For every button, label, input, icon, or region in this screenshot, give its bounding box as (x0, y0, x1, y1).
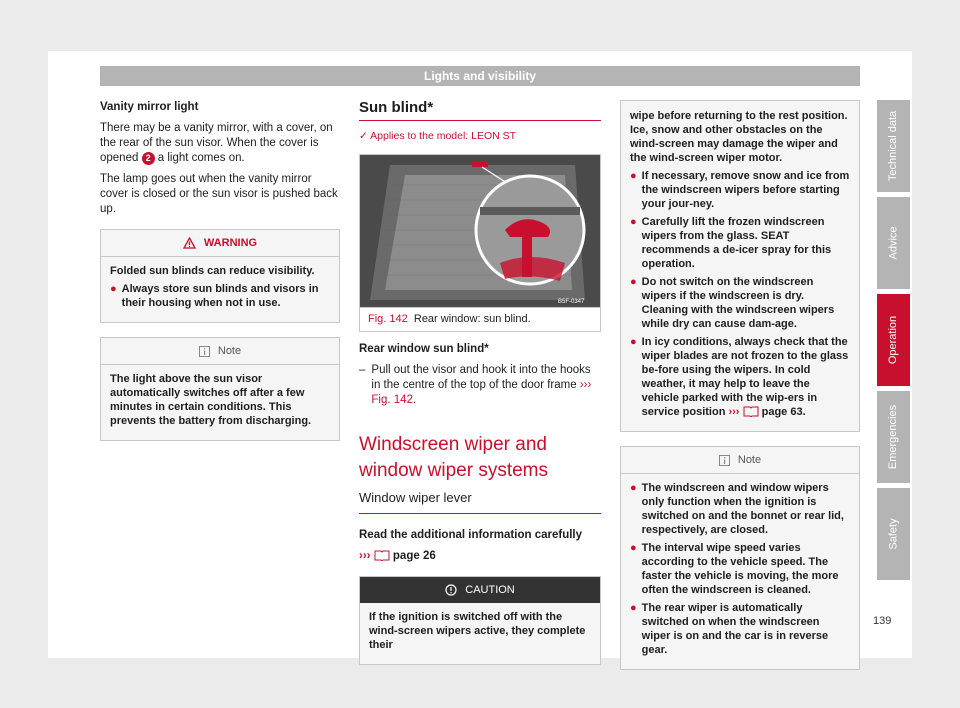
figure-code: B5F-0347 (558, 299, 585, 305)
vanity-mirror-paragraph (100, 121, 340, 166)
page-number: 139 (873, 615, 892, 627)
bullet-dot-icon: ● (630, 170, 637, 182)
caution-bullet (630, 275, 850, 331)
note-text: The light above the sun visor automatically switches off after a few minutes in certain conditions. This prevents the battery from discharging. (110, 373, 312, 427)
fig-arrow-icon: ››› (579, 379, 592, 391)
caution-header (360, 577, 600, 603)
bullet-dot-icon: ● (110, 283, 117, 295)
para1-text-a: There may be a vanity mirror, with a cover, on the rear of the sun visor. When the cover is opened (100, 122, 333, 164)
caution-text: If the ignition is switched off with the wind-screen wipers active, they complete their (369, 611, 586, 651)
note-header (101, 338, 339, 365)
fig-ref-link[interactable]: Fig. 142 (371, 394, 413, 406)
column-left (100, 100, 340, 441)
caution-bullet-text: Do not switch on the windscreen wipers if the windscreen is dry. Cleaning with the windscreen wipers while dry can cause dam-age. (641, 276, 835, 330)
note-bullet (630, 541, 850, 597)
book-icon (743, 405, 759, 417)
read-more-ref[interactable] (359, 549, 601, 564)
instruction-text: Pull out the visor and hook it into the hooks in the centre of the top of the door frame ››› Fig. 142. (371, 364, 592, 406)
figure-caption-text: Rear window: sun blind. (413, 313, 531, 325)
wiper-section-title: Windscreen wiper and window wiper systems (359, 434, 548, 481)
caution-bullet-text: If necessary, remove snow and ice from the windscreen wipers before starting your jour-ney. (641, 170, 850, 210)
dash-icon: – (359, 364, 366, 376)
warning-label: WARNING (203, 237, 258, 249)
read-more-page: page 26 (392, 550, 436, 562)
caution-bullet-text: Carefully lift the frozen windscreen wipers from the glass. SEAT recommends a de-icer spray for this operation. (641, 216, 832, 270)
bullet-dot-icon: ● (630, 542, 637, 554)
applies-to (359, 129, 601, 144)
sun-blind-title: Sun blind* (359, 100, 601, 121)
warning-body (101, 257, 339, 322)
tab-advice[interactable]: Advice (877, 197, 910, 289)
note-box-right (620, 446, 860, 670)
caution-bullet-text: In icy conditions, always check that the wiper blades are not frozen to the glass be-fore using the wipers. In cold weather, it may help to leave the vehicle parked with the wip-ers in service position (641, 336, 849, 418)
bullet-dot-icon: ● (630, 336, 637, 348)
warning-header (101, 230, 339, 257)
callout-number: 2 (142, 152, 155, 165)
note-label: Note (217, 345, 242, 357)
figure-caption (360, 307, 600, 331)
warning-box (100, 229, 340, 323)
bullet-dot-icon: ● (630, 482, 637, 494)
tab-emergencies[interactable]: Emergencies (877, 391, 910, 483)
info-icon (719, 455, 730, 466)
sun-blind-illustration (360, 155, 600, 310)
warning-icon (183, 237, 196, 249)
warning-intro: Folded sun blinds can reduce visibility. (110, 265, 315, 277)
para1-text-b: a light comes on. (157, 152, 245, 164)
note-bullet-text: The rear wiper is automatically switched on when the windscreen wiper is on and the car is in reverse gear. (641, 602, 829, 656)
note-label: Note (737, 454, 762, 466)
caution-box (359, 576, 601, 665)
warning-bullet (110, 282, 330, 310)
instruction-body: Pull out the visor and hook it into the hooks in the centre of the top of the door frame (371, 364, 591, 391)
note-header (621, 447, 859, 474)
bullet-dot-icon: ● (630, 216, 637, 228)
note-bullet (630, 601, 850, 657)
check-icon: ✓ (359, 130, 368, 142)
caution-body (360, 603, 600, 664)
page-ref-link[interactable]: page 63 (761, 406, 803, 418)
vanity-mirror-heading: Vanity mirror light (100, 101, 199, 113)
caution-bullet-last: In icy conditions, always check that the wiper blades are not frozen to the glass be-fore using the wipers. In cold weather, it may help to leave the vehicle parked with the wip-ers in service position ››› page 63. (641, 336, 849, 418)
lamp-paragraph: The lamp goes out when the vanity mirror cover is closed or the sun visor is pushed back up. (100, 173, 338, 215)
caution-label: CAUTION (465, 584, 515, 596)
book-icon (374, 549, 390, 561)
caution-bullet (630, 335, 850, 419)
bullet-dot-icon: ● (630, 602, 637, 614)
wiper-lever-subtitle: Window wiper lever (359, 490, 601, 514)
caution-bullet (630, 169, 850, 211)
chapter-header: Lights and visibility (100, 66, 860, 86)
caution-continued-body (621, 101, 859, 431)
rear-sun-blind-heading: Rear window sun blind* (359, 343, 489, 355)
read-more-text: Read the additional information carefully (359, 529, 583, 541)
note-body (101, 365, 339, 440)
ref-arrow-icon: ››› (359, 550, 371, 562)
figure-142 (359, 154, 601, 332)
tab-operation[interactable]: Operation (877, 294, 910, 386)
info-icon (199, 346, 210, 357)
note-bullet-text: The interval wipe speed varies according to the vehicle speed. The faster the vehicle is moving, the more often the windscreen is cleaned. (641, 542, 839, 596)
column-middle (359, 100, 601, 665)
column-right (620, 100, 860, 670)
warning-bullet-text: Always store sun blinds and visors in their housing when not in use. (121, 283, 319, 309)
tab-safety[interactable]: Safety (877, 488, 910, 580)
tab-technical-data[interactable]: Technical data (877, 100, 910, 192)
figure-label: Fig. 142 (368, 313, 408, 325)
note-body (621, 474, 859, 669)
ref-arrow-icon: ››› (728, 406, 740, 418)
instruction-item (359, 363, 601, 408)
bullet-dot-icon: ● (630, 276, 637, 288)
caution-continued-box (620, 100, 860, 432)
applies-text: Applies to the model: LEON ST (370, 130, 517, 142)
caution-icon (445, 584, 457, 596)
caution-bullet (630, 215, 850, 271)
note-box (100, 337, 340, 441)
caution-continued-text: wipe before returning to the rest position. Ice, snow and other obstacles on the wind-screen may damage the wiper and the wind-screen wiper motor. (630, 110, 848, 164)
note-bullet (630, 481, 850, 537)
note-bullet-text: The windscreen and window wipers only function when the ignition is switched on and the bonnet or rear lid, respectively, are closed. (641, 482, 844, 536)
